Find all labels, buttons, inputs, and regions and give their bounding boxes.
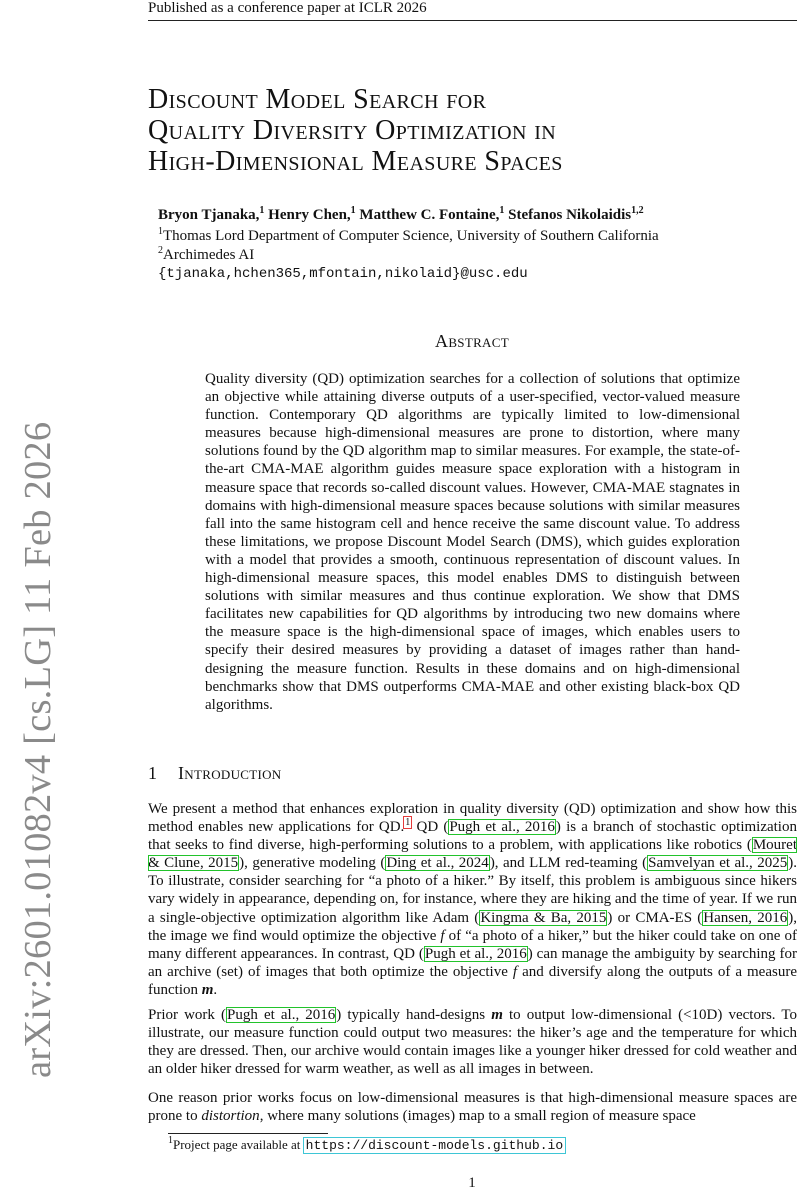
affiliation-mark: 1 <box>158 226 163 237</box>
paper-title <box>148 84 768 177</box>
body-text: . <box>213 981 218 998</box>
author-emails: {tjanaka,hchen365,mfontain,nikolaid}@usc.edu <box>158 266 528 282</box>
author-name: Henry Chen, <box>268 207 351 223</box>
section-title: Introduction <box>178 763 282 783</box>
affiliation-2 <box>158 247 254 264</box>
footnote-text: Project page available at <box>173 1137 304 1152</box>
body-text: ), and LLM red-teaming ( <box>489 855 648 872</box>
author-name: Stefanos Nikolaidis <box>508 207 632 223</box>
intro-paragraph-1 <box>148 800 797 999</box>
project-url-link[interactable]: https://discount-models.github.io <box>305 1138 564 1153</box>
body-text: We present a method that enhances exploration in quality diversity (QD) optimization and show how this method enables new applications for QD. <box>148 801 797 836</box>
section-number: 1 <box>148 763 157 783</box>
title-line-1: Discount Model Search for <box>148 84 487 115</box>
emphasis-text: distortion <box>201 1108 260 1125</box>
body-text: and diversify along the outputs of a measure function <box>148 963 797 998</box>
header-rule <box>148 20 797 21</box>
citation-link[interactable]: Samvelyan et al., 2025 <box>648 855 788 872</box>
citation-link[interactable]: Ding et al., 2024 <box>386 855 489 872</box>
body-text: of “a photo of a hiker,” but the hiker could take on one of many different appearances. In contrast, QD ( <box>148 927 797 962</box>
title-line-3: High-Dimensional Measure Spaces <box>148 146 563 177</box>
body-text: ) is a branch of stochastic optimization that seeks to find diverse, high-performing solutions to a problem, with applications like robotics ( <box>148 819 797 854</box>
author-affil-mark: 1 <box>350 205 356 216</box>
citation-link[interactable]: Pugh et al., 2016 <box>227 1007 336 1023</box>
body-text: ) can manage the ambiguity by searching for an archive (set) of images that both optimize the objective <box>148 945 798 980</box>
math-symbol: f <box>512 963 518 980</box>
page-number: 1 <box>468 1175 476 1191</box>
math-symbol: m <box>201 981 214 998</box>
body-text: ), generative modeling ( <box>239 855 386 872</box>
author-affil-mark: 1 <box>499 205 505 216</box>
abstract-heading: Abstract <box>435 331 509 351</box>
author-affil-mark: 1,2 <box>631 205 644 216</box>
citation-link[interactable]: Pugh et al., 2016 <box>449 819 555 836</box>
intro-paragraph-3 <box>148 1089 797 1125</box>
body-text: ), the image we find would optimize the objective <box>148 909 797 944</box>
title-line-2: Quality Diversity Optimization in <box>148 115 557 146</box>
footnote-link[interactable]: 1 <box>405 817 411 829</box>
body-text: to output low-dimensional (<10D) vectors. To illustrate, our measure function could output two measures: the hiker’s age and the temperature for which they are dressed. Then, our archive would contain images like a younger hiker dressed for cold weather and an older hiker dressed for warm weather, as well as all images in between. <box>148 1007 797 1078</box>
footnote-mark: 1 <box>168 1135 173 1146</box>
author-name: Matthew C. Fontaine, <box>359 207 500 223</box>
affiliation-1 <box>158 228 659 245</box>
citation-link[interactable]: Kingma & Ba, 2015 <box>480 909 607 926</box>
affiliation-text: Archimedes AI <box>163 247 255 263</box>
author-affil-mark: 1 <box>259 205 265 216</box>
running-header: Published as a conference paper at ICLR 2026 <box>148 0 427 16</box>
citation-link[interactable]: Hansen, 2016 <box>703 909 788 926</box>
section-heading <box>148 763 281 784</box>
author-name: Bryon Tjanaka, <box>158 207 260 223</box>
body-text: One reason prior works focus on low-dimensional measures is that high-dimensional measure spaces are prone to <box>148 1090 797 1125</box>
body-text: ). To illustrate, consider searching for “a photo of a hiker.” By itself, this problem is ambiguous since hikers vary widely in appearance, depending on, for instance, where they are hiking and the time of year. If we run a single-objective optimization algorithm like Adam ( <box>148 855 797 926</box>
citation-link[interactable]: Mouret & Clune, 2015 <box>148 837 797 872</box>
affiliation-mark: 2 <box>158 245 163 256</box>
body-text: ) or CMA-ES ( <box>607 909 703 926</box>
intro-paragraph-2 <box>148 1006 797 1078</box>
body-text: ) typically hand-designs <box>336 1007 492 1023</box>
body-text: Prior work ( <box>148 1007 227 1023</box>
footnote-rule <box>168 1133 328 1134</box>
body-text: , where many solutions (images) map to a small region of measure space <box>259 1108 696 1125</box>
author-list <box>158 207 644 224</box>
footnote <box>168 1137 565 1153</box>
body-text: QD ( <box>411 819 449 836</box>
math-symbol: f <box>440 927 445 944</box>
citation-link[interactable]: Pugh et al., 2016 <box>424 945 527 962</box>
abstract-body: Quality diversity (QD) optimization searches for a collection of solutions that optimize an objective while attaining diverse outputs of a user-specified, vector-valued measure function. Contemporary QD algorithms are typically limited to low-dimensional measures because high-dimensional measures are prone to distortion, where many solutions found by the QD algorithm map to similar measures. For example, the state-of-the-art CMA-MAE algorithm guides measure space exploration with a histogram in measure space that records so-called discount values. However, CMA-MAE stagnates in domains with high-dimensional measure spaces because solutions with similar measures fall into the same histogram cell and hence receive the same discount value. To address these limitations, we propose Discount Model Search (DMS), which guides exploration with a model that provides a smooth, continuous representation of discount values. In high-dimensional measure spaces, this model enables DMS to distinguish between solutions with similar measures and thus continue exploration. We show that DMS facilitates new capabilities for QD algorithms by introducing two new domains where the measure space is the high-dimensional space of images, which enables users to specify their desired measures by providing a dataset of images rather than hand-designing the measure function. Results in these domains and on high-dimensional benchmarks show that DMS outperforms CMA-MAE and other existing black-box QD algorithms. <box>205 371 740 713</box>
math-symbol: m <box>491 1007 503 1023</box>
affiliation-text: Thomas Lord Department of Computer Science, University of Southern California <box>163 228 659 244</box>
arxiv-stamp: arXiv:2601.01082v4 [cs.LG] 11 Feb 2026 <box>17 421 59 1078</box>
